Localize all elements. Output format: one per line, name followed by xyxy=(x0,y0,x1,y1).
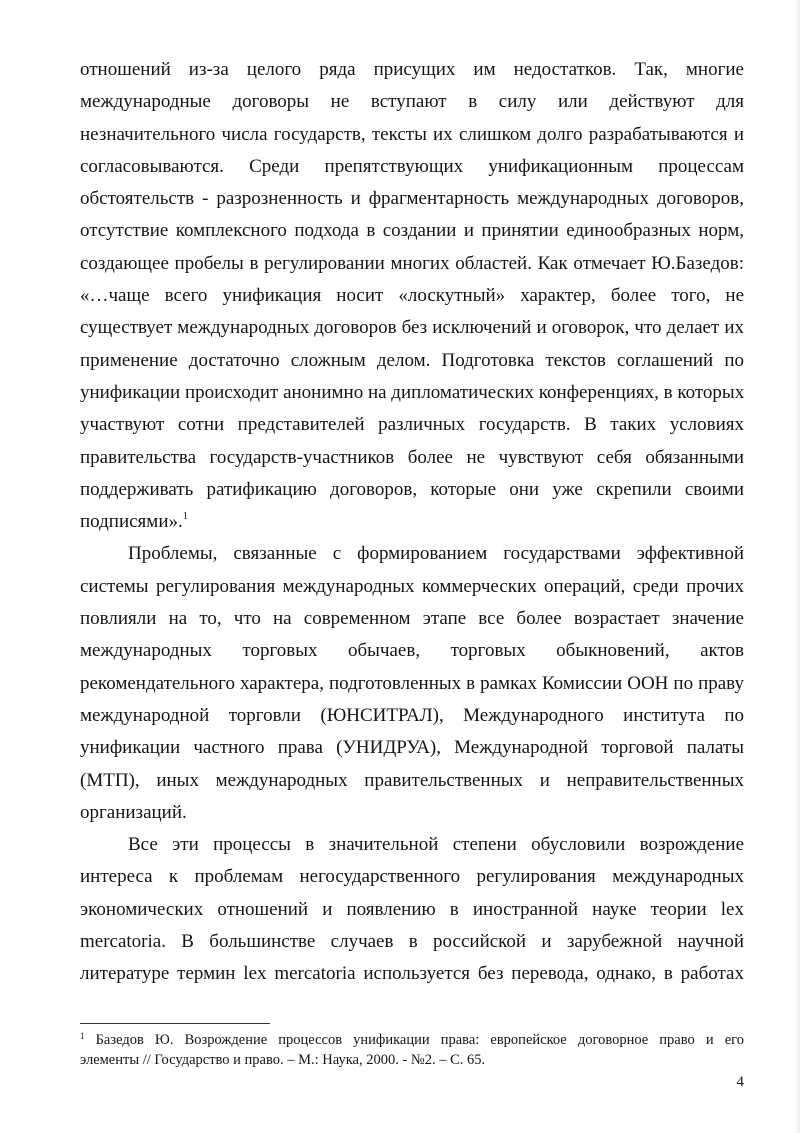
footnote-separator xyxy=(80,1023,270,1024)
scan-edge xyxy=(794,0,800,1133)
text-line: отношений из-за целого ряда присущих им недостатков. Так, многие xyxy=(80,59,744,80)
paragraph-2 xyxy=(80,538,744,829)
text-line: обстоятельств - разрозненность и фрагментарность международных договоров, xyxy=(80,188,744,210)
text-line: «…чаще всего унификация носит «лоскутный» характер, более того, не xyxy=(80,285,744,307)
footnote-line: элементы // Государство и право. – М.: Наука, 2000. - №2. – С. 65. xyxy=(80,1052,486,1068)
text-line-first: Все эти процессы в значительной степени обусловили возрождение xyxy=(128,834,744,856)
footnote-reference[interactable]: 1 xyxy=(182,511,188,523)
footnote-number: 1 xyxy=(80,1031,85,1041)
text-line: международных торговых обычаев, торговых обыкновений, актов xyxy=(80,640,744,662)
paragraph-3 xyxy=(80,829,744,990)
text-line: существует международных договоров без исключений и оговорок, что делает их xyxy=(80,317,744,339)
text-line-last xyxy=(80,506,744,538)
footnote-text: Базедов Ю. Возрождение процессов унификации права: европейское договорное право и его xyxy=(84,1032,744,1048)
text-line: унификации частного права (УНИДРУА), Международной торговой палаты xyxy=(80,737,744,759)
text-line: экономических отношений и появлению в иностранной науке теории lex xyxy=(80,898,744,920)
text-line: mercatoria. В большинстве случаев в российской и зарубежной научной xyxy=(80,931,744,953)
text-line: рекомендательного характера, подготовленных в рамках Комиссии ООН по праву xyxy=(80,672,744,694)
text-line: участвуют сотни представителей различных государств. В таких условиях xyxy=(80,414,744,436)
text-line: незначительного числа государств, тексты их слишком долго разрабатываются и xyxy=(80,123,744,145)
text-line: повлияли на то, что на современном этапе все более возрастает значение xyxy=(80,608,744,630)
text-line: согласовываются. Среди препятствующих унификационным процессам xyxy=(80,155,744,177)
text-line: интереса к проблемам негосударственного регулирования международных xyxy=(80,866,744,888)
text-line: международные договоры не вступают в силу или действуют для xyxy=(80,91,744,113)
text-line: применение достаточно сложным делом. Подготовка текстов соглашений по xyxy=(80,349,744,371)
text-line-content: подписями». xyxy=(80,511,183,533)
text-line: создающее пробелы в регулировании многих областей. Как отмечает Ю.Базедов: xyxy=(80,252,744,274)
text-line-first: Проблемы, связанные с формированием государствами эффективной xyxy=(128,543,744,565)
text-line: поддерживать ратификацию договоров, которые они уже скрепили своими xyxy=(80,478,744,500)
text-line: литературе термин lex mercatoria используется без перевода, однако, в работах xyxy=(80,963,744,985)
text-line: правительства государств-участников более не чувствуют себя обязанными xyxy=(80,446,744,468)
footnote xyxy=(80,1030,744,1070)
text-line: отсутствие комплексного подхода в создании и принятии единообразных норм, xyxy=(80,220,744,242)
text-line: (МТП), иных международных правительственных и неправительственных xyxy=(80,769,744,791)
paragraph-1 xyxy=(80,54,744,538)
footnote-line xyxy=(80,1030,744,1050)
text-line: системы регулирования международных коммерческих операций, среди прочих xyxy=(80,575,744,597)
page-number: 4 xyxy=(736,1074,744,1090)
text-line-last: организаций. xyxy=(80,801,187,823)
document-page xyxy=(80,54,744,991)
text-line: международной торговли (ЮНСИТРАЛ), Международного института по xyxy=(80,704,744,726)
text-line: унификации происходит анонимно на дипломатических конференциях, в которых xyxy=(80,381,745,403)
